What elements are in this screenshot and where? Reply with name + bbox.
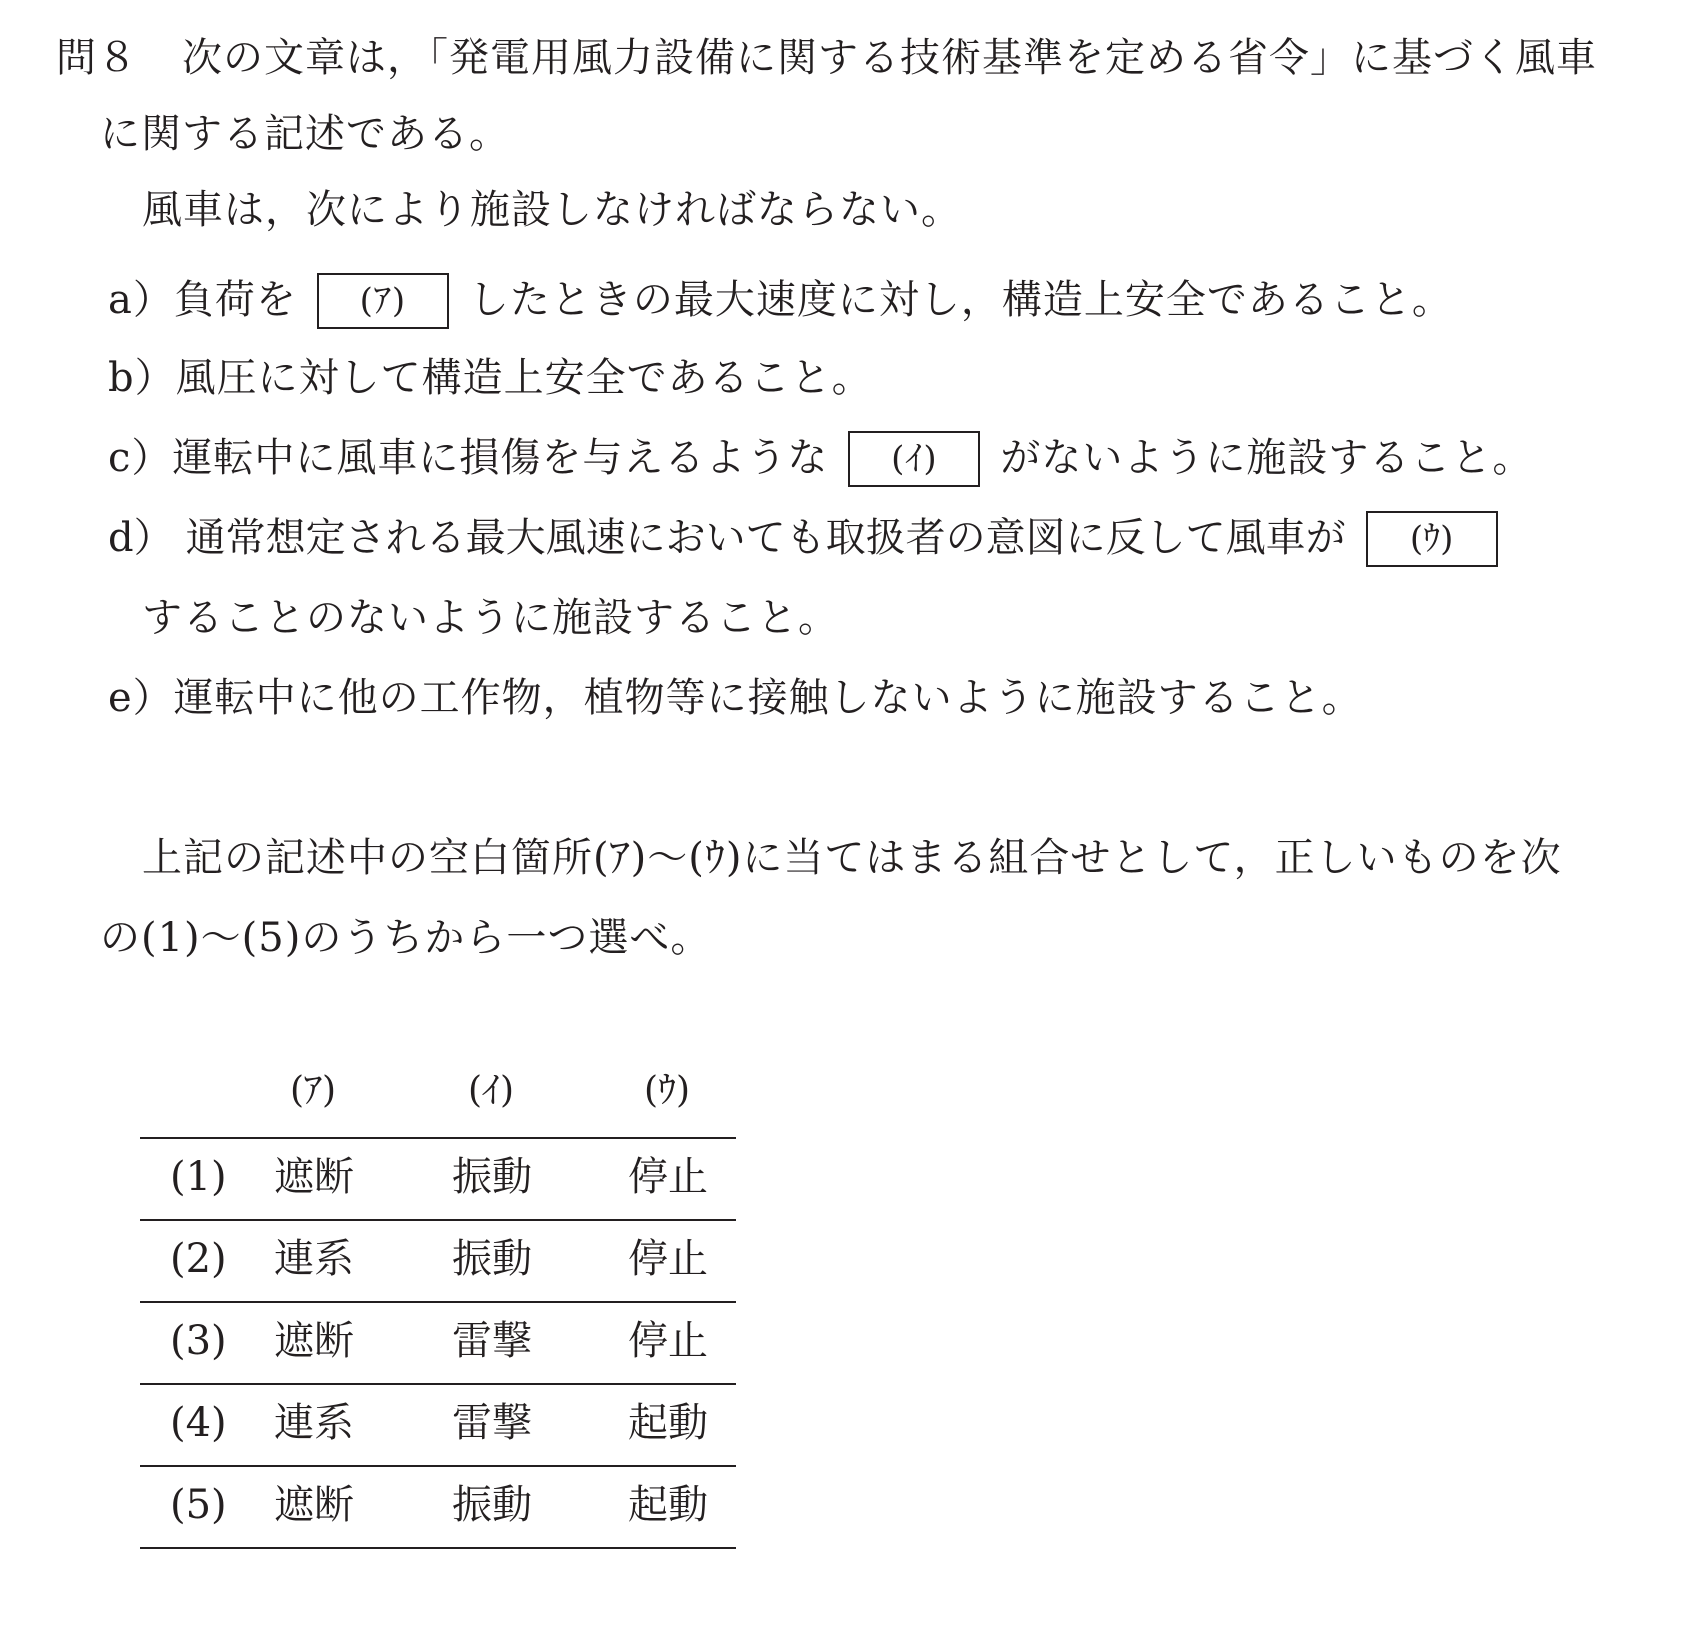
item-a [108, 272, 1453, 331]
blank-a-box: (ｱ) [317, 273, 449, 329]
lead-sentence: 風車は，次により施設しなければならない。 [142, 187, 962, 233]
choice-number: (4) [170, 1400, 227, 1446]
table-row [140, 1467, 736, 1549]
choice-number: (5) [170, 1482, 227, 1528]
table-header-row [140, 1055, 736, 1139]
header-a: (ｱ) [290, 1070, 337, 1111]
cell-a: 遮断 [274, 1482, 354, 1528]
instruction-line2: の(1)～(5)のうちから一つ選べ。 [100, 915, 712, 961]
cell-a: 遮断 [274, 1154, 354, 1200]
intro-text: 次の文章は，「発電用風力設備に関する技術基準を定める省令」に基づく風車 [182, 35, 1597, 81]
choice-number: (1) [170, 1154, 227, 1200]
item-label: e） [108, 675, 174, 721]
answer-table [140, 1055, 736, 1549]
cell-u: 起動 [628, 1482, 708, 1528]
cell-a: 遮断 [274, 1318, 354, 1364]
item-label: a） [108, 277, 174, 323]
cell-u: 停止 [628, 1154, 708, 1200]
item-d-continuation: することのないように施設すること。 [142, 595, 839, 641]
item-text: 運転中に他の工作物，植物等に接触しないように施設すること。 [173, 675, 1363, 721]
cell-u: 停止 [628, 1236, 708, 1282]
item-text-before: 運転中に風車に損傷を与えるような [172, 435, 829, 481]
question-intro-line1 [56, 30, 1597, 86]
cell-i: 振動 [452, 1482, 532, 1528]
cell-u: 起動 [628, 1400, 708, 1446]
item-d [108, 510, 1498, 569]
table-row [140, 1221, 736, 1303]
cell-u: 停止 [628, 1318, 708, 1364]
blank-u-box: (ｳ) [1366, 511, 1498, 567]
item-text-before: 負荷を [173, 277, 297, 323]
item-text-before: 通常想定される最大風速においても取扱者の意図に反して風車が [185, 515, 1346, 561]
question-intro-line2: に関する記述である。 [100, 111, 510, 157]
table-row [140, 1139, 736, 1221]
item-e [108, 670, 1363, 726]
item-text-after: したときの最大速度に対し，構造上安全であること。 [468, 277, 1453, 323]
item-label: b） [108, 355, 176, 401]
item-b [108, 350, 873, 406]
cell-a: 連系 [274, 1400, 354, 1446]
question-number: 問８ [56, 35, 138, 81]
table-row [140, 1303, 736, 1385]
cell-i: 雷撃 [452, 1400, 532, 1446]
header-i: (ｲ) [468, 1070, 515, 1111]
choice-number: (3) [170, 1318, 227, 1364]
choice-number: (2) [170, 1236, 227, 1282]
cell-i: 振動 [452, 1236, 532, 1282]
blank-i-box: (ｲ) [848, 431, 980, 487]
table-row [140, 1385, 736, 1467]
cell-i: 振動 [452, 1154, 532, 1200]
header-u: (ｳ) [644, 1070, 691, 1111]
cell-i: 雷撃 [452, 1318, 532, 1364]
instruction-line1: 上記の記述中の空白箇所(ｱ)～(ｳ)に当てはまる組合せとして，正しいものを次 [142, 835, 1562, 881]
item-text: 風圧に対して構造上安全であること。 [175, 355, 873, 401]
item-c [108, 430, 1533, 489]
item-label: c） [108, 435, 173, 481]
item-text-after: がないように施設すること。 [1000, 435, 1534, 481]
item-label: d） [108, 515, 174, 561]
cell-a: 連系 [274, 1236, 354, 1282]
